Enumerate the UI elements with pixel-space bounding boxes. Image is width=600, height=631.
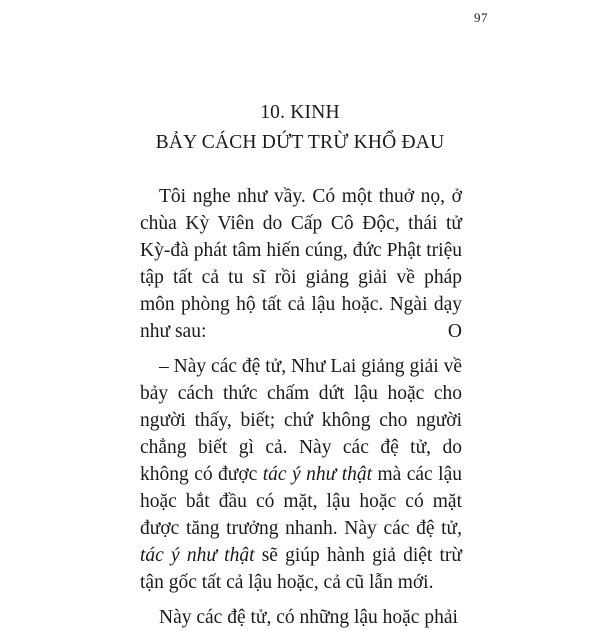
paragraph-1 (140, 183, 462, 345)
paragraph-3-text: Này các đệ tử, có những lậu hoặc phải (159, 607, 458, 628)
paragraph-3 (140, 604, 462, 631)
paragraph-2-text-part-2: mà các lậu hoặc bắt đầu có mặt, lậu hoặc có mặt được tăng trưởng nhanh. Này các đệ tử, (140, 464, 462, 539)
chapter-title-line-2: BẢY CÁCH DỨT TRỪ KHỔ ĐAU (155, 132, 445, 153)
page-number: 97 (474, 10, 488, 25)
chapter-title (150, 98, 450, 158)
paragraph-2-italic-term-2: tác ý như thật (140, 545, 255, 566)
end-marker: O (447, 321, 462, 342)
paragraph-2-italic-term-1: tác ý như thật (262, 464, 373, 485)
paragraph-2 (140, 353, 462, 596)
body-text (140, 183, 462, 631)
chapter-title-line-1: 10. KINH (260, 102, 340, 123)
paragraph-2-text-part-3: sẽ giúp hành giả diệt trừ tận gốc tất cả lậu hoặc, cả cũ lẫn mới. (140, 545, 462, 593)
paragraph-2-text-part-1: – Này các đệ tử, Như Lai giảng giải về bảy cách thức chấm dứt lậu hoặc cho người thấy, biết; chứ không cho người chẳng biết gì cả. Này các đệ tử, do không có được (140, 356, 462, 485)
paragraph-1-text: Tôi nghe như vầy. Có một thuở nọ, ở chùa Kỳ Viên do Cấp Cô Độc, thái tử Kỳ-đà phát tâm hiến cúng, đức Phật triệu tập tất cả tu sĩ rồi giảng giải về pháp môn phòng hộ tất cả lậu hoặc. Ngài dạy như sau: (140, 186, 462, 342)
